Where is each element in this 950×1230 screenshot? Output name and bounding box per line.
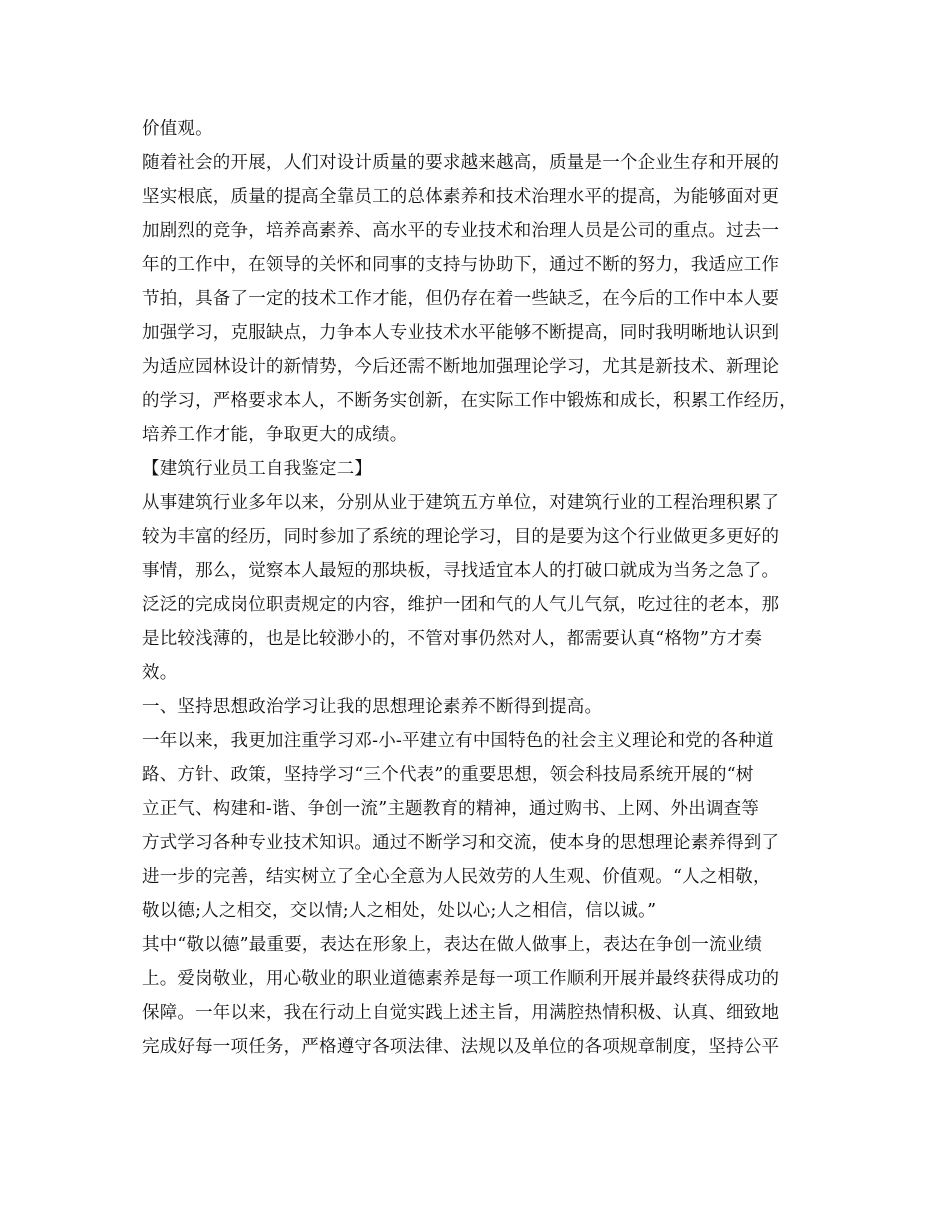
text-line: 事情，那么，觉察本人最短的那块板，寻找适宜本人的打破口就成为当务之急了。 xyxy=(142,561,780,581)
text-line: 节拍，具备了一定的技术工作才能，但仍存在着一些缺乏，在今后的工作中本人要 xyxy=(142,289,780,309)
text-line: 保障。一年以来，我在行动上自觉实践上述主旨，用满腔热情积极、认真、细致地 xyxy=(142,1003,780,1023)
text-line: 坚实根底，质量的提高全靠员工的总体素养和技术治理水平的提高，为能够面对更 xyxy=(142,187,780,207)
text-line: 完成好每一项任务，严格遵守各项法律、法规以及单位的各项规章制度，坚持公平 xyxy=(142,1037,780,1057)
text-line: 加剧烈的竞争，培养高素养、高水平的专业技术和治理人员是公司的重点。过去一 xyxy=(142,221,780,241)
text-line: 为适应园林设计的新情势，今后还需不断地加强理论学习，尤其是新技术、新理论 xyxy=(142,357,780,377)
text-line: 一年以来，我更加注重学习邓-小-平建立有中国特色的社会主义理论和党的各种道 xyxy=(142,731,774,751)
text-line: 立正气、构建和-谐、争创一流”主题教育的精神，通过购书、上网、外出调查等 xyxy=(142,799,760,819)
text-line: 随着社会的开展，人们对设计质量的要求越来越高，质量是一个企业生存和开展的 xyxy=(142,153,780,173)
text-line: 敬以德;人之相交，交以情;人之相处，处以心;人之相信，信以诚。” xyxy=(142,901,657,921)
text-line: 较为丰富的经历，同时参加了系统的理论学习，目的是要为这个行业做更多更好的 xyxy=(142,527,780,547)
document-body xyxy=(142,112,832,1064)
subsection-heading: 一、坚持思想政治学习让我的思想理论素养不断得到提高。 xyxy=(142,697,603,717)
text-line: 价值观。 xyxy=(142,119,213,139)
text-line: 路、方针、政策，坚持学习“三个代表”的重要思想，领会科技局系统开展的“树 xyxy=(142,765,754,785)
text-line: 其中“敬以德”最重要，表达在形象上，表达在做人做事上，表达在争创一流业绩 xyxy=(142,935,763,955)
text-line: 上。爱岗敬业，用心敬业的职业道德素养是每一项工作顺利开展并最终获得成功的 xyxy=(142,969,780,989)
text-line: 是比较浅薄的，也是比较渺小的，不管对事仍然对人，都需要认真“格物”方才奏 xyxy=(142,629,763,649)
text-line: 进一步的完善，结实树立了全心全意为人民效劳的人生观、价值观。“人之相敬， xyxy=(142,867,771,887)
text-line: 从事建筑行业多年以来，分别从业于建筑五方单位，对建筑行业的工程治理积累了 xyxy=(142,493,780,513)
section-heading: 【建筑行业员工自我鉴定二】 xyxy=(142,459,373,479)
text-line: 的学习，严格要求本人，不断务实创新，在实际工作中锻炼和成长，积累工作经历， xyxy=(142,391,797,411)
text-line: 培养工作才能，争取更大的成绩。 xyxy=(142,425,408,445)
text-line: 效。 xyxy=(142,663,178,683)
text-line: 加强学习，克服缺点，力争本人专业技术水平能够不断提高，同时我明晰地认识到 xyxy=(142,323,780,343)
text-line: 泛泛的完成岗位职责规定的内容，维护一团和气的人气儿气氛，吃过往的老本，那 xyxy=(142,595,780,615)
text-line: 方式学习各种专业技术知识。通过不断学习和交流，使本身的思想理论素养得到了 xyxy=(142,833,780,853)
text-line: 年的工作中，在领导的关怀和同事的支持与协助下，通过不断的努力，我适应工作 xyxy=(142,255,780,275)
